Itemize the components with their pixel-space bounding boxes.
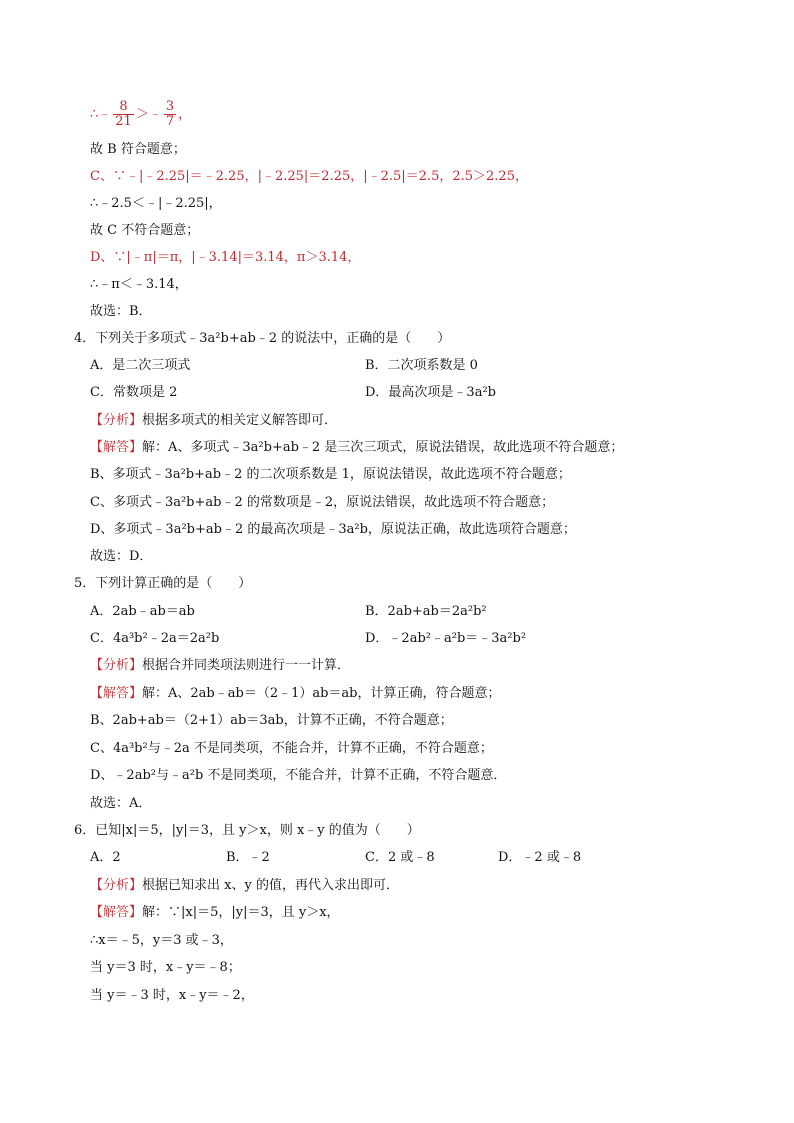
q6-answer-3: 当 y＝3 时，x﹣y＝﹣8； [90, 960, 241, 975]
q5-option-b: B．2ab+ab＝2a²b² [365, 604, 487, 619]
answer-tag: 【解答】 [90, 686, 143, 701]
q4-answer-1 [90, 439, 623, 457]
q6-option-a: A．2 [90, 850, 121, 865]
q4-option-d: D．最高次项是﹣3a²b [365, 385, 496, 400]
q3-l1-prefix: ∴﹣ [90, 107, 112, 122]
q5-option-a: A．2ab﹣ab＝ab [90, 604, 195, 619]
q3-line-1 [90, 100, 191, 129]
q4-answer-4: D、多项式﹣3a²b+ab﹣2 的最高次项是﹣3a²b，原说法正确，故此选项符合题意； [90, 522, 576, 537]
fraction-8-21 [113, 100, 134, 129]
q4-analysis [90, 412, 337, 430]
q3-line-6: D、∵|﹣π|＝π，|﹣3.14|＝3.14，π＞3.14， [90, 250, 361, 265]
q4-stem: 4．下列关于多项式﹣3a²b+ab﹣2 的说法中，正确的是（ ） [74, 331, 451, 346]
q6-option-d: D．﹣2 或﹣8 [498, 850, 582, 865]
q4-option-a: A．是二次三项式 [90, 358, 191, 373]
analysis-text: 根据已知求出 x、y 的值，再代入求出即可． [142, 878, 399, 893]
q4-choice: 故选：D． [90, 549, 153, 564]
analysis-tag: 【分析】 [90, 413, 143, 428]
fraction-denominator: 7 [165, 114, 175, 129]
q4-option-c: C．常数项是 2 [90, 385, 178, 400]
q5-answer-4: D、﹣2ab²与﹣a²b 不是同类项，不能合并，计算不正确，不符合题意． [90, 768, 507, 783]
q4-answer-2: B、多项式﹣3a²b+ab﹣2 的二次项系数是 1，原说法错误，故此选项不符合题意； [90, 467, 571, 482]
q6-option-b: B．﹣2 [226, 850, 270, 865]
answer-text: 解：∵|x|＝5，|y|＝3，且 y＞x， [142, 905, 340, 920]
q5-analysis [90, 657, 350, 675]
q5-answer-3: C、4a³b²与﹣2a 不是同类项，不能合并，计算不正确，不符合题意； [90, 741, 493, 756]
q3-line-8: 故选：B． [90, 304, 152, 319]
q5-stem: 5．下列计算正确的是（ ） [74, 576, 252, 591]
q3-line-7: ∴﹣π＜﹣3.14， [90, 277, 188, 292]
q4-option-b: B．二次项系数是 0 [365, 358, 478, 373]
q3-line-3: C、∵﹣|﹣2.25|＝﹣2.25，|﹣2.25|＝2.25，|﹣2.5|＝2.5，2.5＞2.25， [90, 169, 528, 184]
fraction-3-7 [164, 100, 176, 129]
q5-option-d: D．﹣2ab²﹣a²b＝﹣3a²b² [365, 631, 527, 646]
q6-answer-4: 当 y＝﹣3 时，x﹣y＝﹣2， [90, 988, 254, 1003]
fraction-denominator: 21 [115, 114, 132, 129]
q5-option-c: C．4a³b²﹣2a＝2a²b [90, 631, 220, 646]
q5-answer-2: B、2ab+ab＝（2+1）ab＝3ab，计算不正确，不符合题意； [90, 713, 453, 728]
q5-choice: 故选：A． [90, 796, 152, 811]
fraction-numerator: 3 [165, 99, 175, 114]
q3-line-5: 故 C 不符合题意； [90, 223, 200, 238]
analysis-text: 根据多项式的相关定义解答即可． [142, 413, 338, 428]
answer-text: 解：A、多项式﹣3a²b+ab﹣2 是三次三项式，原说法错误，故此选项不符合题意； [142, 440, 624, 455]
q3-line-4: ∴﹣2.5＜﹣|﹣2.25|， [90, 196, 222, 211]
q6-option-c: C．2 或﹣8 [365, 850, 435, 865]
q6-stem: 6．已知|x|＝5，|y|＝3，且 y＞x，则 x﹣y 的值为（ ） [74, 823, 420, 838]
analysis-text: 根据合并同类项法则进行一一计算． [142, 658, 351, 673]
q3-line-2: 故 B 符合题意； [90, 142, 186, 157]
q6-answer-1 [90, 904, 340, 922]
answer-tag: 【解答】 [90, 440, 143, 455]
q3-l1-end: ， [178, 107, 192, 122]
q6-answer-2: ∴x＝﹣5，y＝3 或﹣3， [90, 933, 233, 948]
answer-tag: 【解答】 [90, 905, 143, 920]
q6-analysis [90, 877, 399, 895]
fraction-numerator: 8 [113, 100, 134, 115]
q5-answer-1 [90, 685, 501, 703]
q4-answer-3: C、多项式﹣3a²b+ab﹣2 的常数项是﹣2，原说法错误，故此选项不符合题意； [90, 495, 555, 510]
q3-l1-mid: ＞﹣ [135, 107, 162, 122]
analysis-tag: 【分析】 [90, 878, 143, 893]
answer-text: 解：A、2ab﹣ab＝（2﹣1）ab＝ab，计算正确，符合题意； [142, 686, 501, 701]
analysis-tag: 【分析】 [90, 658, 143, 673]
